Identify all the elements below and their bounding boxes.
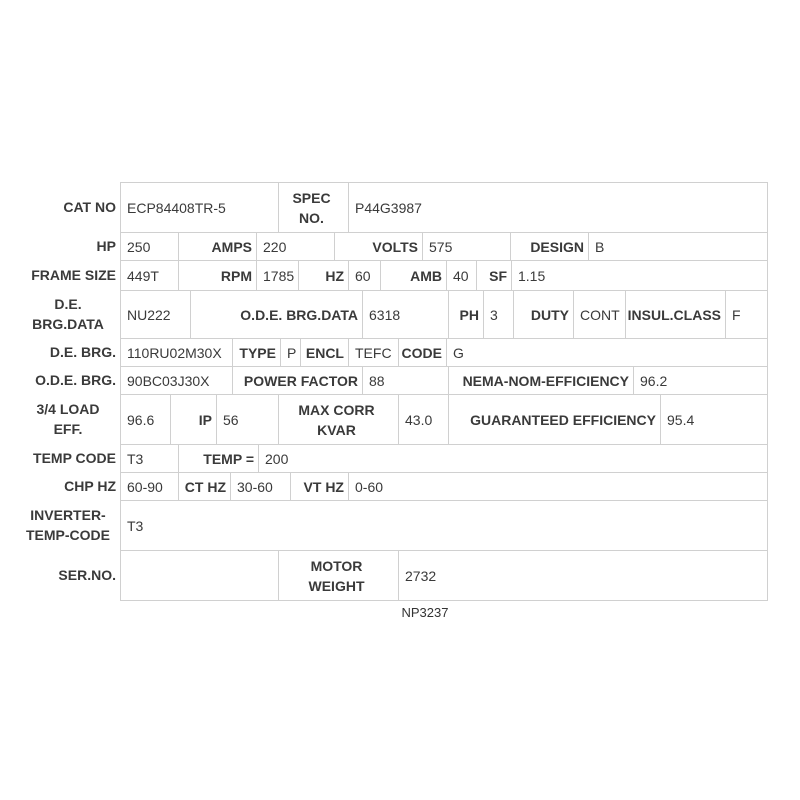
volts-label: VOLTS (334, 232, 422, 260)
ph-value: 3 (483, 290, 513, 338)
ct-hz-value: 30-60 (230, 472, 290, 500)
code-label: CODE (398, 338, 446, 366)
ode-brg-data-label: O.D.E. BRG.DATA (190, 290, 362, 338)
ip-value: 56 (216, 394, 278, 444)
type-label: TYPE (232, 338, 280, 366)
de-brg-data-label: D.E. BRG.DATA (32, 296, 104, 332)
max-corr-kvar-value: 43.0 (398, 394, 448, 444)
de-brg-data-value: NU222 (120, 290, 190, 338)
inverter-temp-code-label: INVERTER- TEMP-CODE (26, 507, 110, 543)
chp-hz-value: 60-90 (120, 472, 178, 500)
insul-class-value: F (725, 290, 768, 338)
ode-brg-label: O.D.E. BRG. (35, 372, 116, 388)
nema-efficiency-label: NEMA-NOM-EFFICIENCY (448, 366, 633, 394)
ip-label: IP (170, 394, 216, 444)
inverter-temp-code-value: T3 (120, 500, 768, 550)
max-corr-kvar-label: MAX CORR KVAR (278, 394, 398, 444)
power-factor-value: 88 (362, 366, 448, 394)
insul-class-label: INSUL.CLASS (625, 290, 725, 338)
ser-no-value (120, 550, 278, 600)
amb-label: AMB (380, 260, 446, 290)
ph-label: PH (448, 290, 483, 338)
ode-brg-value: 90BC03J30X (120, 366, 232, 394)
sf-label: SF (476, 260, 511, 290)
ct-hz-label: CT HZ (178, 472, 230, 500)
power-factor-label: POWER FACTOR (232, 366, 362, 394)
load-eff-label: 3/4 LOAD EFF. (36, 401, 100, 437)
motor-weight-value: 2732 (398, 550, 768, 600)
table-bottom-border (120, 600, 768, 601)
temp-code-label: TEMP CODE (33, 450, 116, 466)
temp-code-value: T3 (120, 444, 178, 472)
encl-label: ENCL (300, 338, 348, 366)
code-value: G (446, 338, 768, 366)
motor-nameplate (20, 182, 768, 602)
motor-weight-label: MOTOR WEIGHT (278, 550, 398, 600)
duty-label: DUTY (513, 290, 573, 338)
nema-efficiency-value: 96.2 (633, 366, 768, 394)
guaranteed-efficiency-label: GUARANTEED EFFICIENCY (448, 394, 660, 444)
duty-value: CONT (573, 290, 625, 338)
vt-hz-value: 0-60 (348, 472, 768, 500)
hz-label: HZ (298, 260, 348, 290)
amps-label: AMPS (178, 232, 256, 260)
rpm-value: 1785 (256, 260, 298, 290)
load-eff-value: 96.6 (120, 394, 170, 444)
ser-no-label: SER.NO. (58, 567, 116, 583)
temp-value: 200 (258, 444, 768, 472)
cat-no-label: CAT NO (63, 199, 116, 215)
ode-brg-data-value: 6318 (362, 290, 448, 338)
amb-value: 40 (446, 260, 476, 290)
frame-size-value: 449T (120, 260, 178, 290)
hp-value: 250 (120, 232, 178, 260)
encl-value: TEFC (348, 338, 398, 366)
de-brg-label: D.E. BRG. (49, 344, 116, 360)
hp-label: HP (96, 238, 116, 254)
temp-label: TEMP = (178, 444, 258, 472)
spec-no-label: SPEC NO. (278, 182, 348, 232)
volts-value: 575 (422, 232, 510, 260)
amps-value: 220 (256, 232, 334, 260)
cat-no-value: ECP84408TR-5 (120, 182, 278, 232)
design-value: B (588, 232, 768, 260)
type-value: P (280, 338, 300, 366)
spec-no-value: P44G3987 (348, 182, 768, 232)
de-brg-value: 110RU02M30X (120, 338, 232, 366)
table-right-border (767, 182, 768, 600)
sf-value: 1.15 (511, 260, 768, 290)
nameplate-code: NP3237 (401, 605, 449, 620)
chp-hz-label: CHP HZ (64, 478, 116, 494)
guaranteed-efficiency-value: 95.4 (660, 394, 768, 444)
rpm-label: RPM (178, 260, 256, 290)
hz-value: 60 (348, 260, 380, 290)
vt-hz-label: VT HZ (290, 472, 348, 500)
design-label: DESIGN (510, 232, 588, 260)
frame-size-label: FRAME SIZE (31, 267, 116, 283)
